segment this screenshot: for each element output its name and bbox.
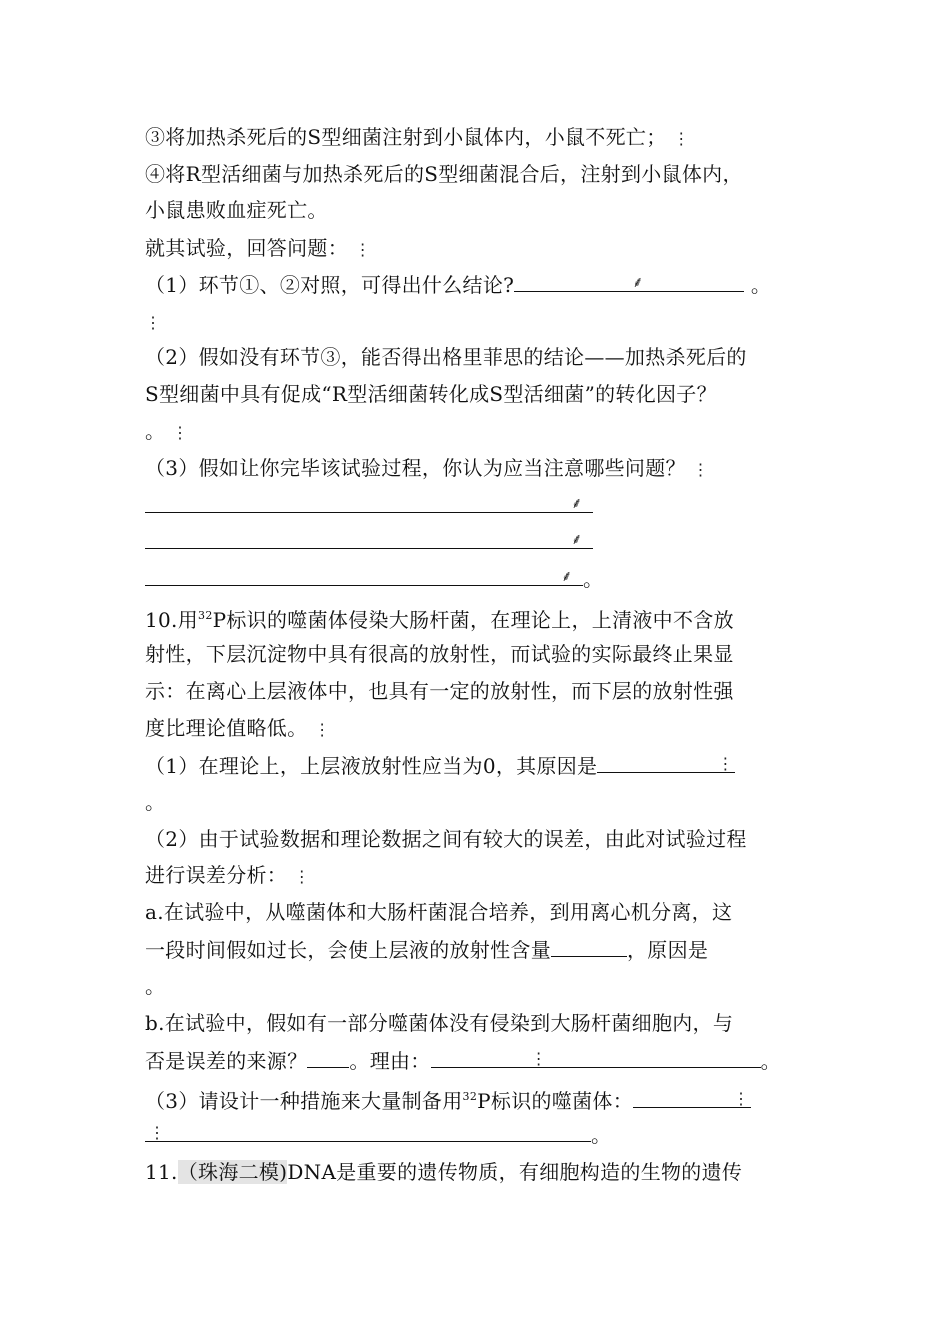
question-11-number: 11. (145, 1160, 178, 1184)
answer-blank[interactable] (307, 1047, 349, 1068)
text-line (145, 641, 734, 667)
step-3-text: ③将加热杀死后的S型细菌注射到小鼠体内，小鼠不死亡； (145, 125, 667, 149)
answer-blank[interactable] (145, 492, 593, 513)
answer-blank[interactable] (145, 565, 583, 586)
period-text: 。 (145, 790, 166, 814)
question-10-text: 射性，下层沉淀物中具有很高的放射性，而试验的实际最终止果显 (145, 642, 734, 666)
text-line (145, 308, 161, 336)
format-mark-icon: ⋮ (354, 240, 371, 259)
part-b-text: b.在试验中，假如有一部分噬菌体没有侵染到大肠杆菌细胞内，与 (145, 1011, 734, 1035)
period-text: 。 (591, 1123, 612, 1147)
text-line (145, 124, 690, 152)
squiggle-icon: ⸙ (561, 567, 573, 585)
format-mark-icon: ⋮ (171, 423, 189, 442)
text-line (145, 1159, 742, 1185)
question-10-1-text: （1）在理论上，上层液放射性应当为0，其原因是 (145, 754, 598, 778)
question-10-2-text: （2）由于试验数据和理论数据之间有较大的误差，由此对试验过程 (145, 827, 747, 851)
text-line (145, 826, 747, 852)
format-mark-icon: ⋮ (314, 720, 331, 739)
format-mark-icon: ⋮ (145, 313, 162, 332)
part-a-text: 一段时间假如过长，会使上层液的放射性含量 (145, 938, 551, 962)
question-10-2-text: 进行误差分析： (145, 863, 288, 887)
answer-blank[interactable] (551, 936, 627, 957)
part-a-text: ，原因是 (627, 938, 709, 962)
text-line (145, 862, 310, 890)
text-line (145, 899, 732, 925)
question-2-continued: S型细菌中具有促成“R型活细菌转化成S型活细菌”的转化因子？ (145, 382, 717, 406)
text-line (145, 161, 743, 187)
period-text: 。 (583, 567, 604, 591)
text-line (145, 715, 330, 743)
answer-blank[interactable] (431, 1047, 761, 1068)
text-line (145, 789, 165, 815)
text-line (145, 235, 371, 263)
text-line (145, 1121, 611, 1148)
answer-blank[interactable] (145, 1121, 591, 1142)
answer-blank[interactable] (145, 528, 593, 549)
format-mark-icon: ⋮ (530, 1049, 547, 1068)
question-2-text: （2）假如没有环节③，能否得出格里菲思的结论——加热杀死后的 (145, 345, 747, 369)
text-line (145, 492, 593, 519)
text-line (145, 1010, 733, 1036)
question-10-text: P标识的噬菌体侵染大肠杆菌，在理论上，上清液中不含放 (212, 608, 734, 632)
superscript: 32 (198, 609, 213, 622)
period-text: 。 (750, 273, 772, 297)
step-4-text: ④将R型活细菌与加热杀死后的S型细菌混合后，注射到小鼠体内， (145, 162, 743, 186)
text-line (145, 936, 708, 963)
answer-blank[interactable] (633, 1087, 751, 1108)
text-line (145, 973, 165, 999)
period-text: 。 (145, 974, 166, 998)
step-4-continued: 小鼠患败血症死亡。 (145, 198, 328, 222)
text-line (145, 271, 771, 298)
question-10-3-text: P标识的噬菌体： (477, 1089, 633, 1113)
squiggle-icon: ⸙ (571, 530, 583, 548)
text-line (145, 603, 734, 633)
question-10-text: 度比理论值略低。 (145, 716, 308, 740)
question-1-text: （1）环节①、②对照，可得出什么结论? (145, 273, 515, 297)
text-line (145, 528, 593, 555)
squiggle-icon: ⸙ (632, 273, 644, 291)
text-line (145, 565, 603, 592)
format-mark-icon: ⋮ (733, 1089, 750, 1108)
answer-blank[interactable] (597, 752, 735, 773)
text-line (145, 381, 717, 407)
format-mark-icon: ⋮ (673, 129, 690, 148)
text-line (145, 1084, 751, 1114)
question-3-text: （3）假如让你完毕该试验过程，你认为应当注意哪些问题？ (145, 456, 686, 480)
question-intro: 就其试验，回答问题： (145, 236, 348, 260)
period-text: 。 (760, 1049, 781, 1073)
question-10-text: 示：在离心上层液体中，也具有一定的放射性，而下层的放射性强 (145, 679, 734, 703)
text-line (145, 678, 734, 704)
format-mark-icon: ⋮ (692, 460, 709, 479)
question-11-text: DNA是重要的遗传物质，有细胞构造的生物的遗传 (287, 1160, 743, 1184)
format-mark-icon: ⋮ (717, 754, 734, 773)
part-a-text: a.在试验中，从噬菌体和大肠杆菌混合培养，到用离心机分离，这 (145, 900, 733, 924)
text-line (145, 1047, 781, 1074)
text-line (145, 455, 709, 483)
format-mark-icon: ⋮ (293, 867, 311, 886)
part-b-text: 。理由： (349, 1049, 431, 1073)
text-line (145, 197, 328, 223)
period-text: 。 (145, 419, 166, 443)
answer-blank[interactable] (514, 271, 744, 292)
question-10-number: 10.用 (145, 608, 199, 632)
superscript: 32 (462, 1090, 478, 1103)
text-line (145, 418, 188, 446)
source-tag: （珠海二模) (177, 1160, 288, 1184)
text-line (145, 752, 735, 779)
squiggle-icon: ⸙ (571, 494, 583, 512)
question-10-3-text: （3）请设计一种措施来大量制备用 (145, 1089, 463, 1113)
text-line (145, 344, 747, 370)
part-b-text: 否是误差的来源？ (145, 1049, 308, 1073)
format-mark-icon: ⋮ (149, 1123, 166, 1142)
